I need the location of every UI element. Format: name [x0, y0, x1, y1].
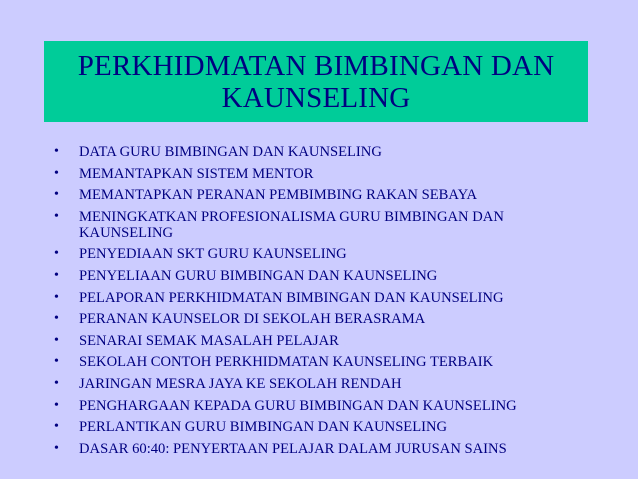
list-item [52, 246, 592, 262]
list-item-text: PENYELIAAN GURU BIMBINGAN DAN KAUNSELING [79, 267, 438, 284]
list-item-text: PERANAN KAUNSELOR DI SEKOLAH BERASRAMA [79, 311, 426, 328]
list-item [52, 419, 592, 435]
list-item-text: PENYEDIAAN SKT GURU KAUNSELING [79, 246, 347, 263]
list-item-text: MEMANTAPKAN PERANAN PEMBIMBING RAKAN SEBAYA [79, 187, 478, 204]
bullet-icon: • [54, 144, 59, 159]
list-item [52, 354, 592, 370]
bullet-icon: • [54, 165, 59, 181]
list-item-text: PERLANTIKAN GURU BIMBINGAN DAN KAUNSELING [79, 419, 448, 436]
bullet-list [52, 144, 592, 462]
list-item-text: JARINGAN MESRA JAYA KE SEKOLAH RENDAH [79, 375, 402, 392]
list-item [52, 333, 592, 349]
bullet-icon: • [54, 311, 59, 327]
bullet-icon: • [54, 267, 59, 283]
bullet-icon: • [54, 332, 59, 348]
list-item-text: DASAR 60:40: PENYERTAAN PELAJAR DALAM JURUSAN SAINS [79, 440, 507, 457]
list-item-text: PELAPORAN PERKHIDMATAN BIMBINGAN DAN KAUNSELING [79, 289, 504, 306]
bullet-icon: • [54, 208, 59, 224]
list-item-text: PENGHARGAAN KEPADA GURU BIMBINGAN DAN KAUNSELING [79, 397, 517, 414]
slide-title-line-2: KAUNSELING [221, 81, 411, 114]
list-item [52, 398, 592, 414]
list-item [52, 209, 592, 241]
slide-title-line-1: PERKHIDMATAN BIMBINGAN DAN [77, 49, 555, 82]
list-item-text: SENARAI SEMAK MASALAH PELAJAR [79, 332, 339, 349]
list-item [52, 376, 592, 392]
bullet-icon: • [54, 354, 59, 370]
bullet-icon: • [54, 397, 59, 413]
slide-title-box [44, 41, 588, 122]
list-item [52, 290, 592, 306]
slide-title [78, 50, 555, 114]
list-item [52, 166, 592, 182]
bullet-icon: • [54, 246, 59, 262]
bullet-icon: • [54, 440, 59, 456]
list-item-text: MEMANTAPKAN SISTEM MENTOR [79, 165, 314, 182]
list-item [52, 311, 592, 327]
list-item [52, 187, 592, 203]
list-item-text: MENINGKATKAN PROFESIONALISMA GURU BIMBINGAN DAN KAUNSELING [79, 208, 504, 241]
bullet-icon: • [54, 375, 59, 391]
bullet-icon: • [54, 187, 59, 203]
list-item [52, 441, 592, 457]
list-item-text: SEKOLAH CONTOH PERKHIDMATAN KAUNSELING TERBAIK [79, 354, 494, 371]
list-item-text: DATA GURU BIMBINGAN DAN KAUNSELING [79, 144, 382, 160]
bullet-icon: • [54, 289, 59, 305]
list-item [52, 268, 592, 284]
bullet-icon: • [54, 419, 59, 435]
list-item [52, 144, 592, 160]
